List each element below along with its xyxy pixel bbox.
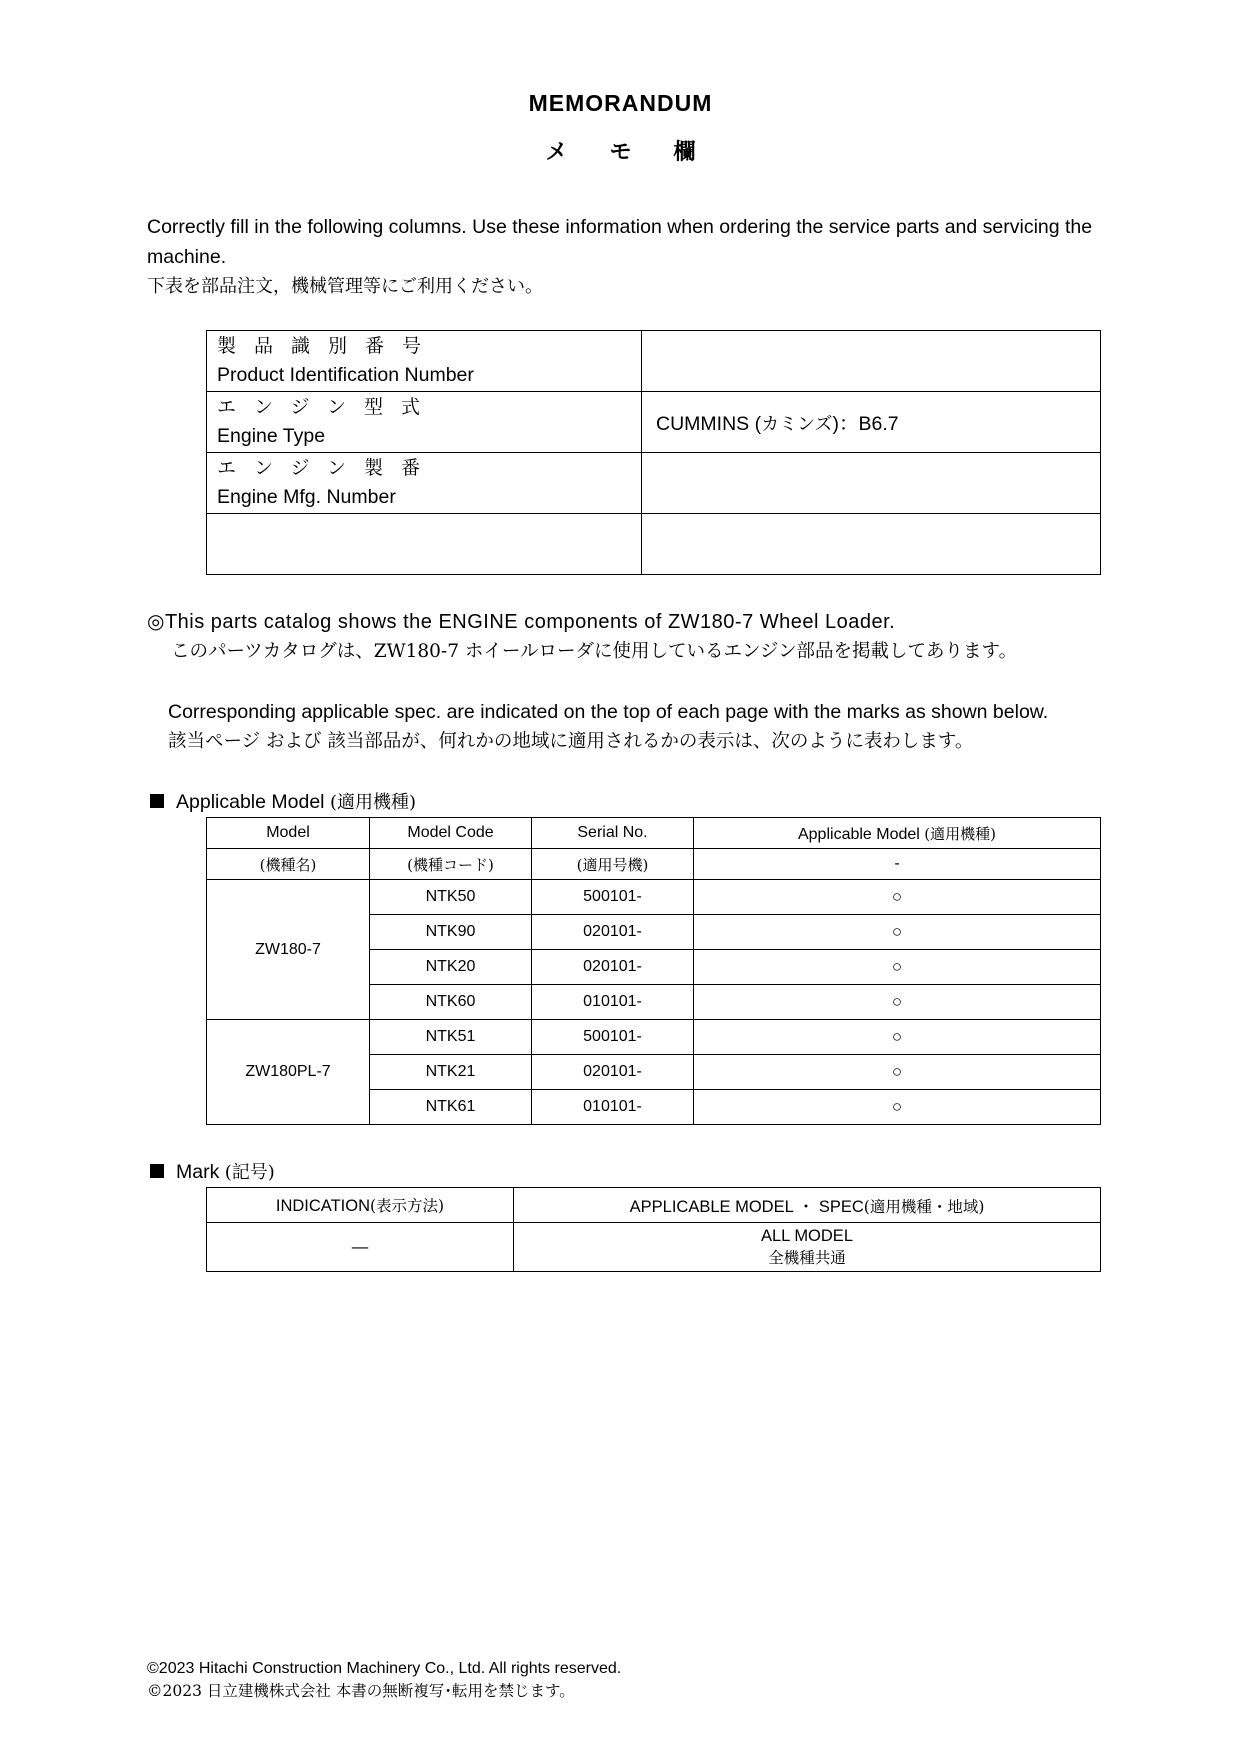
applicable-mark-cell: ○ bbox=[694, 950, 1101, 985]
applicable-mark-cell: ○ bbox=[694, 1090, 1101, 1125]
header-spec-text: APPLICABLE MODEL ・ SPEC bbox=[629, 1198, 864, 1216]
engine-type-label-jp: エンジン型式 bbox=[217, 396, 439, 418]
intro-jp: 下表を部品注文，機械管理等にご利用ください。 bbox=[147, 276, 543, 297]
table-row bbox=[207, 392, 1101, 453]
table-header-row bbox=[207, 818, 1101, 849]
applicable-mark-cell: ○ bbox=[694, 880, 1101, 915]
mark-table bbox=[206, 1187, 1101, 1272]
table-row bbox=[207, 880, 1101, 915]
model-code-cell: NTK60 bbox=[370, 985, 532, 1020]
table-row bbox=[207, 331, 1101, 392]
header-model: Model bbox=[207, 818, 370, 849]
model-name-cell: ZW180-7 bbox=[207, 880, 370, 1020]
table-row bbox=[207, 453, 1101, 514]
engine-mfg-label: Engine Mfg. Number bbox=[217, 486, 396, 508]
header-model-jp: (機種名) bbox=[207, 849, 370, 880]
model-code-cell: NTK50 bbox=[370, 880, 532, 915]
header-model-code-jp: (機種コード) bbox=[370, 849, 532, 880]
serial-cell: 020101- bbox=[532, 915, 694, 950]
catalog-note bbox=[147, 607, 1147, 667]
indication-mark-cell: — bbox=[207, 1223, 514, 1272]
model-code-cell: NTK51 bbox=[370, 1020, 532, 1055]
header-indication-jp: (表示方法) bbox=[370, 1197, 445, 1215]
header-serial: Serial No. bbox=[532, 818, 694, 849]
applicable-mark-cell: ○ bbox=[694, 1020, 1101, 1055]
serial-cell: 010101- bbox=[532, 1090, 694, 1125]
applicable-mark-cell: ○ bbox=[694, 985, 1101, 1020]
label-cell bbox=[207, 392, 642, 453]
engine-type-label: Engine Type bbox=[217, 425, 326, 447]
applicable-model-table bbox=[206, 817, 1101, 1125]
engine-type-value[interactable] bbox=[642, 392, 1101, 453]
all-model-text-jp: 全機種共通 bbox=[768, 1248, 846, 1267]
label-cell bbox=[207, 453, 642, 514]
identification-table bbox=[206, 330, 1101, 575]
header-indication bbox=[207, 1188, 514, 1223]
applicable-model-heading-jp: (適用機種) bbox=[329, 792, 416, 813]
header-spec-jp: (適用機種・地域) bbox=[863, 1198, 985, 1216]
spec-note-jp: 該当ページ および 該当部品が、何れかの地域に適用されるかの表示は、次のように表わします。 bbox=[168, 731, 974, 752]
header-applicable-jp: (適用機種) bbox=[924, 824, 996, 843]
catalog-note-en: ◎This parts catalog shows the ENGINE components of ZW180-7 Wheel Loader. bbox=[147, 611, 896, 633]
square-bullet-icon bbox=[150, 1164, 164, 1178]
header-serial-jp: (適用号機) bbox=[532, 849, 694, 880]
blank-label-cell[interactable] bbox=[207, 514, 642, 575]
model-name-cell: ZW180PL-7 bbox=[207, 1020, 370, 1125]
engine-type-value-jp: カミンズ bbox=[761, 414, 833, 435]
applicable-mark-cell: ○ bbox=[694, 915, 1101, 950]
engine-type-value-prefix: CUMMINS ( bbox=[656, 413, 762, 435]
copyright-en: ©2023 Hitachi Construction Machinery Co., Ltd. All rights reserved. bbox=[147, 1660, 622, 1677]
model-code-cell: NTK20 bbox=[370, 950, 532, 985]
applicable-model-heading bbox=[150, 788, 416, 814]
table-row bbox=[207, 1020, 1101, 1055]
table-header-row bbox=[207, 849, 1101, 880]
catalog-note-jp: このパーツカタログは、ZW180-7 ホイールローダに使用しているエンジン部品を掲載してあります。 bbox=[171, 641, 1018, 662]
spec-note bbox=[168, 697, 1168, 757]
applicable-mark-cell: ○ bbox=[694, 1055, 1101, 1090]
square-bullet-icon bbox=[150, 794, 164, 808]
serial-cell: 020101- bbox=[532, 1055, 694, 1090]
model-code-cell: NTK21 bbox=[370, 1055, 532, 1090]
label-cell bbox=[207, 331, 642, 392]
serial-cell: 020101- bbox=[532, 950, 694, 985]
header-model-code: Model Code bbox=[370, 818, 532, 849]
intro-en: Correctly fill in the following columns. Use these information when ordering the service parts and servicing the machine. bbox=[147, 216, 1093, 268]
mark-heading-text: Mark bbox=[176, 1161, 225, 1183]
applicable-model-heading-text: Applicable Model bbox=[176, 791, 330, 813]
page-title-jp: メモ欄 bbox=[545, 139, 738, 164]
model-code-cell: NTK61 bbox=[370, 1090, 532, 1125]
mark-heading-jp: (記号) bbox=[224, 1162, 275, 1183]
page-title: MEMORANDUM bbox=[528, 90, 713, 116]
header-indication-text: INDICATION bbox=[275, 1197, 370, 1215]
spec-note-en: Corresponding applicable spec. are indicated on the top of each page with the marks as shown below. bbox=[168, 701, 1049, 723]
engine-mfg-label-jp: エンジン製番 bbox=[217, 457, 439, 479]
header-applicable-text: Applicable Model bbox=[797, 825, 925, 843]
product-id-label: Product Identification Number bbox=[217, 364, 474, 386]
serial-cell: 010101- bbox=[532, 985, 694, 1020]
table-row bbox=[207, 514, 1101, 575]
product-id-value[interactable] bbox=[642, 331, 1101, 392]
serial-cell: 500101- bbox=[532, 880, 694, 915]
header-spec bbox=[514, 1188, 1101, 1223]
copyright-jp: ©2023 日立建機株式会社 本書の無断複写･転用を禁じます。 bbox=[147, 1682, 575, 1700]
engine-type-value-suffix: )：B6.7 bbox=[832, 413, 899, 435]
header-applicable-sub: - bbox=[694, 849, 1101, 880]
intro-text bbox=[147, 212, 1137, 302]
product-id-label-jp: 製品識別番号 bbox=[217, 335, 440, 357]
header-applicable bbox=[694, 818, 1101, 849]
model-code-cell: NTK90 bbox=[370, 915, 532, 950]
blank-value-cell[interactable] bbox=[642, 514, 1101, 575]
all-model-text: ALL MODEL bbox=[760, 1226, 853, 1245]
copyright-footer bbox=[147, 1658, 621, 1702]
serial-cell: 500101- bbox=[532, 1020, 694, 1055]
engine-mfg-value[interactable] bbox=[642, 453, 1101, 514]
mark-heading bbox=[150, 1158, 275, 1184]
table-header-row bbox=[207, 1188, 1101, 1223]
table-row bbox=[207, 1223, 1101, 1272]
spec-cell bbox=[514, 1223, 1101, 1272]
